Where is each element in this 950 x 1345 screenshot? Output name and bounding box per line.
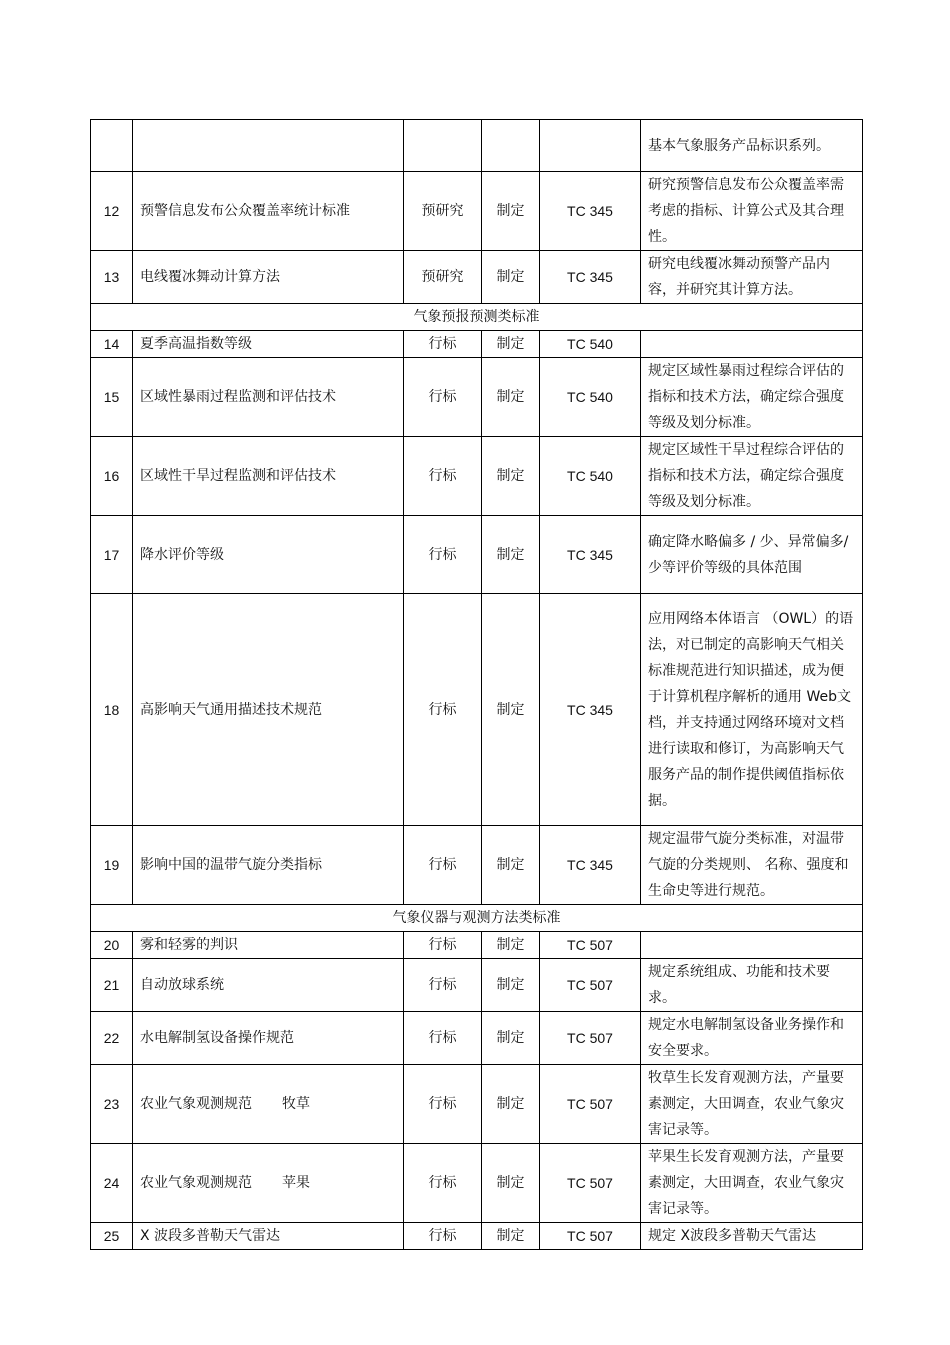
project-type-cell: 行标: [404, 437, 482, 516]
item-number-cell: 14: [91, 331, 133, 358]
description-cell: 规定 X波段多普勒天气雷达: [641, 1223, 863, 1250]
action-cell: 制定: [482, 358, 540, 437]
description-cell: 研究预警信息发布公众覆盖率需考虑的指标、计算公式及其合理性。: [641, 172, 863, 251]
standard-name-cell: X 波段多普勒天气雷达: [133, 1223, 404, 1250]
section-title: 气象预报预测类标准: [91, 304, 863, 331]
standard-name-cell: 降水评价等级: [133, 516, 404, 594]
section-header-row: [91, 304, 863, 331]
committee-cell: TC 345: [540, 172, 641, 251]
standard-name-cell: 预警信息发布公众覆盖率统计标准: [133, 172, 404, 251]
table-row: [91, 331, 863, 358]
standard-name-cell: [133, 120, 404, 172]
item-number-cell: 21: [91, 959, 133, 1012]
committee-cell: TC 540: [540, 331, 641, 358]
description-cell: 规定区域性干旱过程综合评估的指标和技术方法，确定综合强度等级及划分标准。: [641, 437, 863, 516]
standard-name-cell: 自动放球系统: [133, 959, 404, 1012]
action-cell: 制定: [482, 1065, 540, 1144]
committee-cell: TC 345: [540, 826, 641, 905]
description-cell: 规定水电解制氢设备业务操作和安全要求。: [641, 1012, 863, 1065]
table-body: [91, 120, 863, 1250]
section-title: 气象仪器与观测方法类标准: [91, 905, 863, 932]
item-number-cell: 15: [91, 358, 133, 437]
committee-cell: TC 507: [540, 1144, 641, 1223]
committee-cell: TC 345: [540, 594, 641, 826]
committee-cell: TC 345: [540, 251, 641, 304]
item-number-cell: 16: [91, 437, 133, 516]
committee-cell: TC 507: [540, 1065, 641, 1144]
description-cell: 牧草生长发育观测方法，产量要素测定，大田调查，农业气象灾害记录等。: [641, 1065, 863, 1144]
action-cell: 制定: [482, 251, 540, 304]
committee-cell: TC 540: [540, 358, 641, 437]
standard-name-cell: [133, 1144, 404, 1223]
standards-table: [90, 119, 863, 1250]
item-number-cell: 25: [91, 1223, 133, 1250]
action-cell: [482, 120, 540, 172]
item-number-cell: 24: [91, 1144, 133, 1223]
project-type-cell: 预研究: [404, 251, 482, 304]
action-cell: 制定: [482, 437, 540, 516]
project-type-cell: 行标: [404, 1223, 482, 1250]
project-type-cell: 行标: [404, 932, 482, 959]
standard-name: 农业气象观测规范: [140, 1175, 252, 1191]
standard-name-cell: 夏季高温指数等级: [133, 331, 404, 358]
item-number-cell: 23: [91, 1065, 133, 1144]
action-cell: 制定: [482, 1012, 540, 1065]
project-type-cell: 行标: [404, 1012, 482, 1065]
description-cell: 规定温带气旋分类标准，对温带气旋的分类规则、 名称、强度和生命史等进行规范。: [641, 826, 863, 905]
item-number-cell: 18: [91, 594, 133, 826]
description-cell: 基本气象服务产品标识系列。: [641, 120, 863, 172]
action-cell: 制定: [482, 331, 540, 358]
committee-cell: TC 507: [540, 959, 641, 1012]
committee-cell: TC 345: [540, 516, 641, 594]
table-row: [91, 959, 863, 1012]
project-type-cell: 行标: [404, 516, 482, 594]
table-row: [91, 826, 863, 905]
action-cell: 制定: [482, 172, 540, 251]
project-type-cell: 预研究: [404, 172, 482, 251]
standard-name-cell: 雾和轻雾的判识: [133, 932, 404, 959]
standard-name: 农业气象观测规范: [140, 1096, 252, 1112]
item-number-cell: 17: [91, 516, 133, 594]
item-number-cell: 12: [91, 172, 133, 251]
item-number-cell: 20: [91, 932, 133, 959]
standard-name-cell: 电线覆冰舞动计算方法: [133, 251, 404, 304]
item-number-cell: [91, 120, 133, 172]
table-row: [91, 120, 863, 172]
standard-name-cell: 区域性暴雨过程监测和评估技术: [133, 358, 404, 437]
table-row: [91, 251, 863, 304]
table-row: [91, 358, 863, 437]
standard-name-cell: 高影响天气通用描述技术规范: [133, 594, 404, 826]
table-row: [91, 932, 863, 959]
item-number-cell: 13: [91, 251, 133, 304]
description-cell: [641, 331, 863, 358]
project-type-cell: [404, 120, 482, 172]
table-row: [91, 516, 863, 594]
committee-cell: TC 507: [540, 932, 641, 959]
table-row: [91, 1065, 863, 1144]
section-header-row: [91, 905, 863, 932]
standard-name-cell: 影响中国的温带气旋分类指标: [133, 826, 404, 905]
committee-cell: TC 540: [540, 437, 641, 516]
standard-subject: 牧草: [282, 1096, 310, 1112]
action-cell: 制定: [482, 516, 540, 594]
description-cell: 研究电线覆冰舞动预警产品内容，并研究其计算方法。: [641, 251, 863, 304]
description-cell: 规定系统组成、功能和技术要求。: [641, 959, 863, 1012]
committee-cell: [540, 120, 641, 172]
project-type-cell: 行标: [404, 331, 482, 358]
table-row: [91, 437, 863, 516]
table-row: [91, 1144, 863, 1223]
standard-name-cell: 区域性干旱过程监测和评估技术: [133, 437, 404, 516]
committee-cell: TC 507: [540, 1223, 641, 1250]
table-row: [91, 594, 863, 826]
standard-name-cell: 水电解制氢设备操作规范: [133, 1012, 404, 1065]
standard-subject: 苹果: [282, 1175, 310, 1191]
description-cell: 规定区域性暴雨过程综合评估的指标和技术方法，确定综合强度等级及划分标准。: [641, 358, 863, 437]
item-number-cell: 22: [91, 1012, 133, 1065]
action-cell: 制定: [482, 1144, 540, 1223]
table-row: [91, 172, 863, 251]
action-cell: 制定: [482, 1223, 540, 1250]
table-row: [91, 1012, 863, 1065]
project-type-cell: 行标: [404, 594, 482, 826]
project-type-cell: 行标: [404, 959, 482, 1012]
description-cell: [641, 932, 863, 959]
project-type-cell: 行标: [404, 826, 482, 905]
committee-cell: TC 507: [540, 1012, 641, 1065]
item-number-cell: 19: [91, 826, 133, 905]
standard-name-cell: [133, 1065, 404, 1144]
project-type-cell: 行标: [404, 1144, 482, 1223]
table-row: [91, 1223, 863, 1250]
description-cell: 确定降水略偏多 / 少、异常偏多/ 少等评价等级的具体范围: [641, 516, 863, 594]
action-cell: 制定: [482, 594, 540, 826]
description-cell: 苹果生长发育观测方法，产量要素测定，大田调查，农业气象灾害记录等。: [641, 1144, 863, 1223]
action-cell: 制定: [482, 826, 540, 905]
action-cell: 制定: [482, 932, 540, 959]
project-type-cell: 行标: [404, 1065, 482, 1144]
project-type-cell: 行标: [404, 358, 482, 437]
action-cell: 制定: [482, 959, 540, 1012]
description-cell: 应用网络本体语言 （OWL）的语法，对已制定的高影响天气相关标准规范进行知识描述，成为便于计算机程序解析的通用 Web文档，并支持通过网络环境对文档进行读取和修订，为高影响天气服务产品的制作提供阈值指标依据。: [641, 594, 863, 826]
